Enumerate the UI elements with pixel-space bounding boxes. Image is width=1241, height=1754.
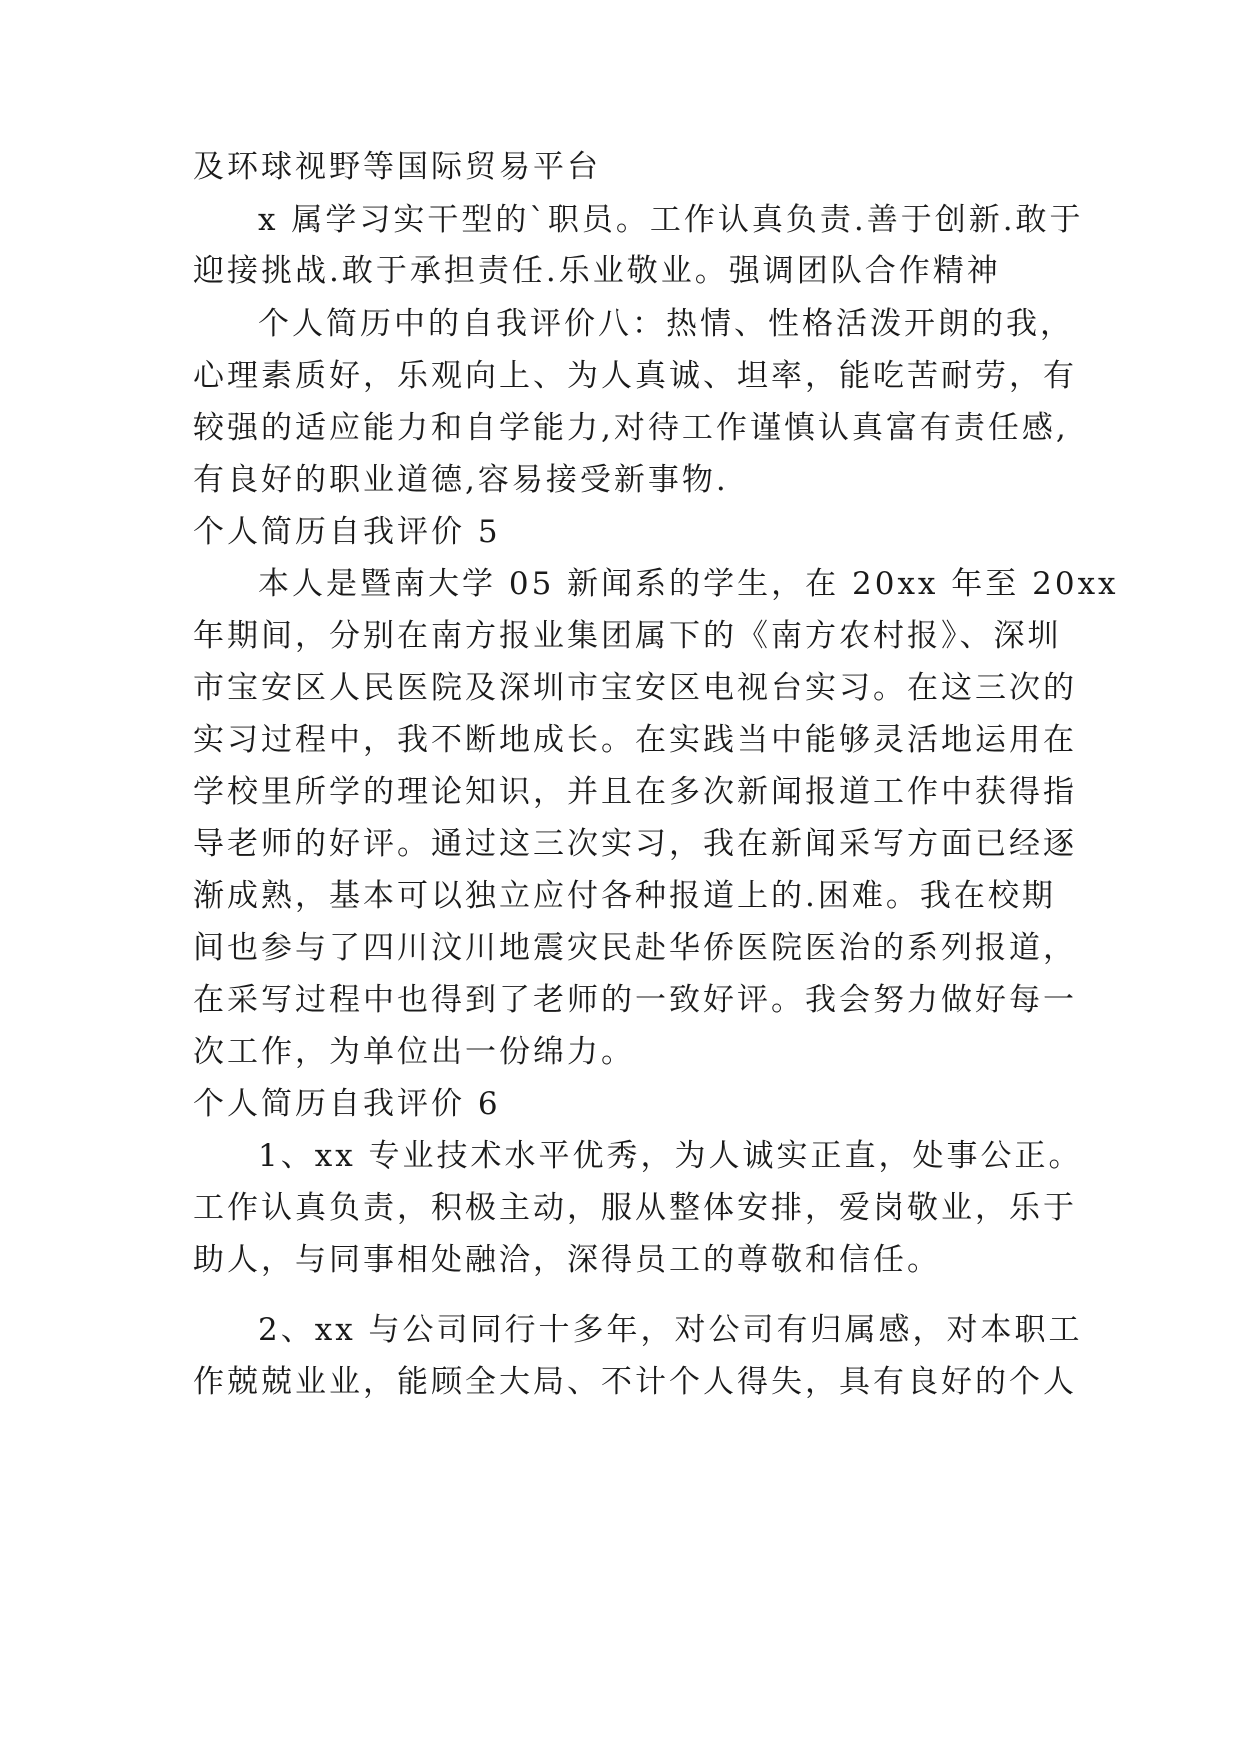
text-line: 助人，与同事相处融洽，深得员工的尊敬和信任。: [193, 1242, 941, 1278]
paragraph-first-line: x 属学习实干型的`职员。工作认真负责.善于创新.敢于: [258, 202, 1084, 238]
text-line: 工作认真负责，积极主动，服从整体安排，爱岗敬业，乐于: [193, 1190, 1077, 1226]
text-line: 渐成熟，基本可以独立应付各种报道上的.困难。我在校期: [193, 878, 1056, 914]
section-heading: 个人简历自我评价 5: [193, 514, 501, 550]
text-line: 较强的适应能力和自学能力,对待工作谨慎认真富有责任感,: [193, 410, 1069, 446]
text-line: 在采写过程中也得到了老师的一致好评。我会努力做好每一: [193, 982, 1077, 1018]
paragraph-first-line: 2、xx 与公司同行十多年，对公司有归属感，对本职工: [258, 1312, 1083, 1348]
text-line: 市宝安区人民医院及深圳市宝安区电视台实习。在这三次的: [193, 670, 1077, 706]
text-line: 心理素质好，乐观向上、为人真诚、坦率，能吃苦耐劳，有: [193, 358, 1077, 394]
text-line: 导老师的好评。通过这三次实习，我在新闻采写方面已经逐: [193, 826, 1077, 862]
section-heading: 个人简历自我评价 6: [193, 1086, 501, 1122]
paragraph-first-line: 个人简历中的自我评价八：热情、性格活泼开朗的我，: [258, 306, 1074, 342]
paragraph-first-line: 本人是暨南大学 05 新闻系的学生，在 20xx 年至 20xx: [258, 566, 1119, 602]
text-line: 作兢兢业业，能顾全大局、不计个人得失，具有良好的个人: [193, 1364, 1077, 1400]
text-line: 迎接挑战.敢于承担责任.乐业敬业。强调团队合作精神: [193, 253, 1001, 289]
text-line: 年期间，分别在南方报业集团属下的《南方农村报》、深圳: [193, 618, 1062, 654]
text-line: 学校里所学的理论知识，并且在多次新闻报道工作中获得指: [193, 774, 1077, 810]
text-line: 次工作，为单位出一份绵力。: [193, 1034, 635, 1070]
text-line: 有良好的职业道德,容易接受新事物.: [193, 462, 729, 498]
text-line: 实习过程中，我不断地成长。在实践当中能够灵活地运用在: [193, 722, 1077, 758]
paragraph-first-line: 1、xx 专业技术水平优秀，为人诚实正直，处事公正。: [258, 1138, 1083, 1174]
text-line: 间也参与了四川汶川地震灾民赴华侨医院医治的系列报道，: [193, 930, 1077, 966]
text-line: 及环球视野等国际贸易平台: [193, 149, 601, 185]
